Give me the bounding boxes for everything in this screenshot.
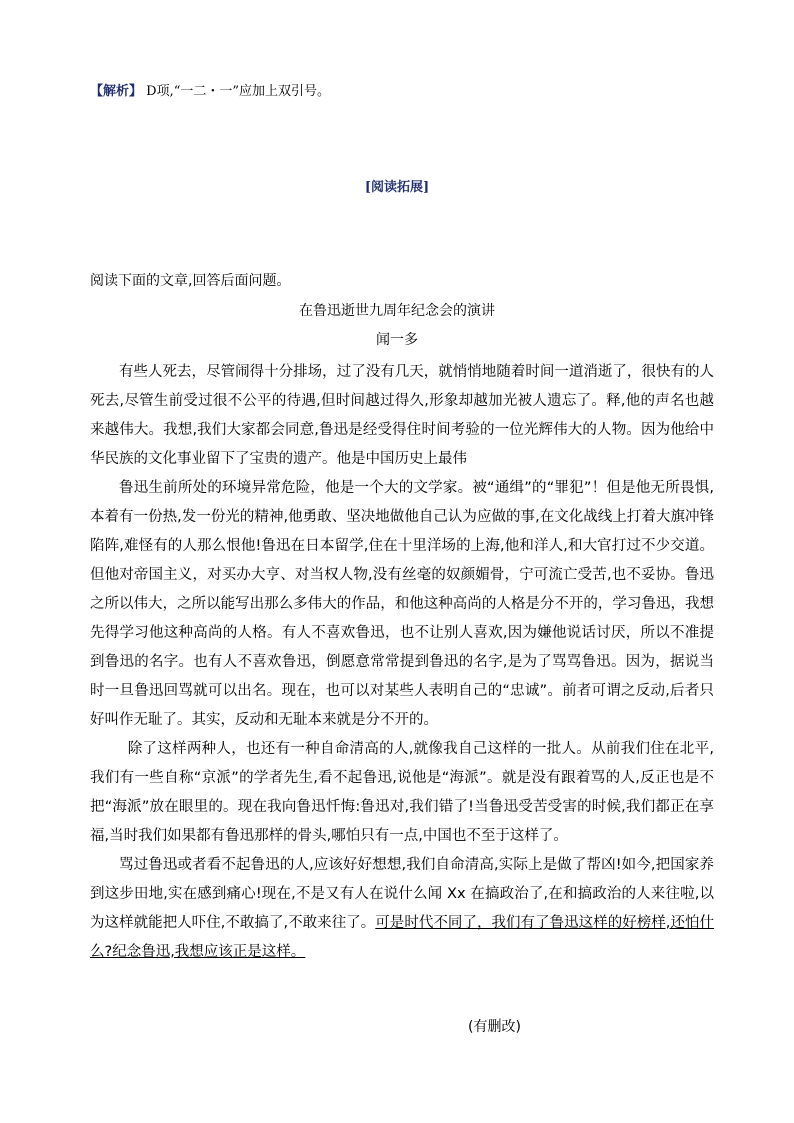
analysis-tag: 【解析】 bbox=[90, 84, 143, 99]
article-body bbox=[90, 358, 714, 967]
answer-analysis-note bbox=[90, 80, 330, 99]
article-author: 闻一多 bbox=[376, 332, 418, 348]
section-title: [阅读拓展] bbox=[364, 180, 430, 195]
source-note: (有删改) bbox=[468, 1019, 521, 1035]
article-paragraph: 除了这样两种人，也还有一种自命清高的人,就像我自己这样的一批人。从前我们住在北平,我们有一些自称“京派”的学者先生,看不起鲁迅,说他是“海派”。就是没有跟着骂的人,反正也是不把“海派”放在眼里的。现在我向鲁迅忏悔:鲁迅对,我们错了!当鲁迅受苦受害的时候,我们都正在享福,当时我们如果都有鲁迅那样的骨头,哪怕只有一点,中国也不至于这样了。 bbox=[90, 741, 714, 844]
article-paragraph: 有些人死去，尽管闹得十分排场，过了没有几天，就悄悄地随着时间一道消逝了，很快有的人死去,尽管生前受过很不公平的待遇,但时间越过得久,形象却越加光被人遗忘了。释,他的声名也越来越伟大。我想,我们大家都会同意,鲁迅是经受得住时间考验的一位光辉伟大的人物。因为他给中华民族的文化事业留下了宝贵的遗产。他是中国历史上最伟 bbox=[90, 364, 714, 467]
underlined-sentence: 可是时代不同了，我们有了鲁迅这样的好榜样,还怕什么?纪念鲁迅,我想应该正是这样。 bbox=[90, 915, 715, 960]
article-paragraph: 鲁迅生前所处的环境异常危险，他是一个大的文学家。被“通缉”的“罪犯”！但是他无所畏惧,本着有一份热,发一份光的精神,他勇敢、坚决地做他自己认为应做的事,在文化战线上打着大旗冲锋陷阵,难怪有的人那么恨他!鲁迅在日本留学,住在十里洋场的上海,他和洋人,和大官打过不少交道。但他对帝国主义，对买办大亨、对当权人物,没有丝毫的奴颜媚骨，宁可流亡受苦,也不妥协。鲁迅之所以伟大，之所以能写出那么多伟大的作品，和他这种高尚的人格是分不开的，学习鲁迅，我想先得学习他这种高尚的人格。有人不喜欢鲁迅，也不让别人喜欢,因为嫌他说话讨厌，所以不准提到鲁迅的名字。也有人不喜欢鲁迅，倒愿意常常提到鲁迅的名字,是为了骂骂鲁迅。因为，据说当时一旦鲁迅回骂就可以出名。现在，也可以对某些人表明自己的“忠诚”。前者可谓之反动,后者只好叫作无耻了。其实，反动和无耻本来就是分不开的。 bbox=[90, 480, 714, 728]
article-paragraph-last bbox=[90, 851, 714, 967]
analysis-text: D项,“一二・一”应加上双引号。 bbox=[142, 84, 330, 99]
reading-instruction: 阅读下面的文章,回答后面问题。 bbox=[90, 273, 291, 289]
article-title: 在鲁迅逝世九周年纪念会的演讲 bbox=[299, 303, 495, 319]
article-paragraph-text: 骂过鲁迅或者看不起鲁迅的人,应该好好想想,我们自命清高,实际上是做了帮凶!如今,把国家养到这步田地,实在感到痛心!现在,不是又有人在说什么闻 Xx 在搞政治了,在和搞政治的人来往啦,以为这样就能把人吓住,不敢搞了,不敢来往了。 bbox=[90, 857, 714, 931]
